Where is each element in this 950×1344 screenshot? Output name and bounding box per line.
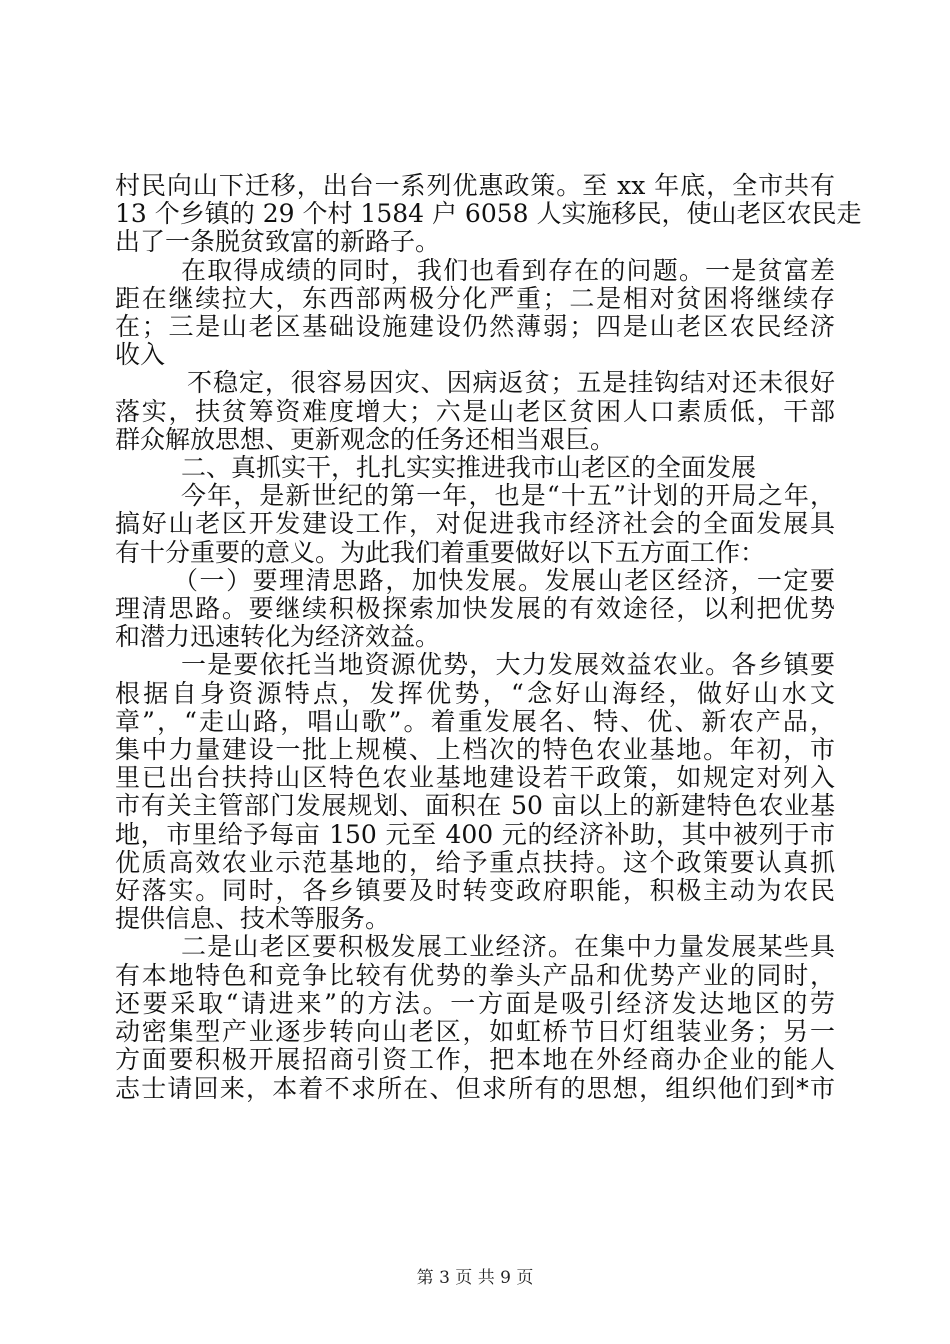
text-line: 集中力量建设一批上规模、上档次的特色农业基地。年初，市 xyxy=(115,735,835,765)
text-line: 根据自身资源特点，发挥优势，“念好山海经，做好山水文 xyxy=(115,678,835,708)
document-body xyxy=(115,171,862,1103)
text-line: 地，市里给予每亩 150 元至 400 元的经济补助，其中被列于市 xyxy=(115,819,835,849)
text-line: 落实，扶贫筹资难度增大；六是山老区贫困人口素质低，干部 xyxy=(115,396,835,426)
text-line: 里已出台扶持山区特色农业基地建设若干政策，如规定对列入 xyxy=(115,763,835,793)
text-line: 收入 xyxy=(115,340,166,370)
section-heading: 二、真抓实干，扎扎实实推进我市山老区的全面发展 xyxy=(181,453,757,483)
text-line: 有十分重要的意义。为此我们着重要做好以下五方面工作： xyxy=(115,537,766,567)
text-line: 村民向山下迁移，出台一系列优惠政策。至 xx 年底，全市共有 xyxy=(115,171,835,200)
text-line: 提供信息、技术等服务。 xyxy=(115,904,391,934)
text-line: 今年，是新世纪的第一年，也是“十五”计划的开局之年， xyxy=(181,481,835,511)
text-line: 方面要积极开展招商引资工作，把本地在外经商办企业的能人 xyxy=(115,1045,835,1075)
text-line: 群众解放思想、更新观念的任务还相当艰巨。 xyxy=(115,424,616,454)
text-line: （一）要理清思路，加快发展。发展山老区经济，一定要 xyxy=(173,565,835,595)
page-number-footer: 第 3 页 共 9 页 xyxy=(416,1268,534,1288)
text-line: 13 个乡镇的 29 个村 1584 户 6058 人实施移民，使山老区农民走 xyxy=(115,199,862,229)
text-line: 还要采取“请进来”的方法。一方面是吸引经济发达地区的劳 xyxy=(115,988,835,1018)
text-line: 市有关主管部门发展规划、面积在 50 亩以上的新建特色农业基 xyxy=(115,791,835,821)
text-line: 和潜力迅速转化为经济效益。 xyxy=(115,622,441,652)
text-line: 有本地特色和竞争比较有优势的拳头产品和优势产业的同时， xyxy=(115,960,835,990)
text-line: 在取得成绩的同时，我们也看到存在的问题。一是贫富差 xyxy=(181,255,835,285)
text-line: 二是山老区要积极发展工业经济。在集中力量发展某些具 xyxy=(181,932,835,962)
text-line: 志士请回来，本着不求所在、但求所有的思想，组织他们到*市 xyxy=(115,1073,835,1103)
text-line: 在；三是山老区基础设施建设仍然薄弱；四是山老区农民经济 xyxy=(115,312,835,342)
text-line: 搞好山老区开发建设工作，对促进我市经济社会的全面发展具 xyxy=(115,509,835,539)
text-line: 出了一条脱贫致富的新路子。 xyxy=(115,227,441,257)
text-line: 不稳定，很容易因灾、因病返贫；五是挂钩结对还未很好 xyxy=(187,368,835,398)
text-line: 动密集型产业逐步转向山老区，如虹桥节日灯组装业务；另一 xyxy=(115,1017,835,1047)
text-line: 一是要依托当地资源优势，大力发展效益农业。各乡镇要 xyxy=(181,650,835,680)
text-line: 好落实。同时，各乡镇要及时转变政府职能，积极主动为农民 xyxy=(115,876,835,906)
text-line: 优质高效农业示范基地的，给予重点扶持。这个政策要认真抓 xyxy=(115,847,835,877)
text-line: 理清思路。要继续积极探索加快发展的有效途径，以利把优势 xyxy=(115,594,835,624)
text-line: 距在继续拉大，东西部两极分化严重；二是相对贫困将继续存 xyxy=(115,283,835,313)
text-line: 章”，“走山路，唱山歌”。着重发展名、特、优、新农产品， xyxy=(115,706,835,736)
